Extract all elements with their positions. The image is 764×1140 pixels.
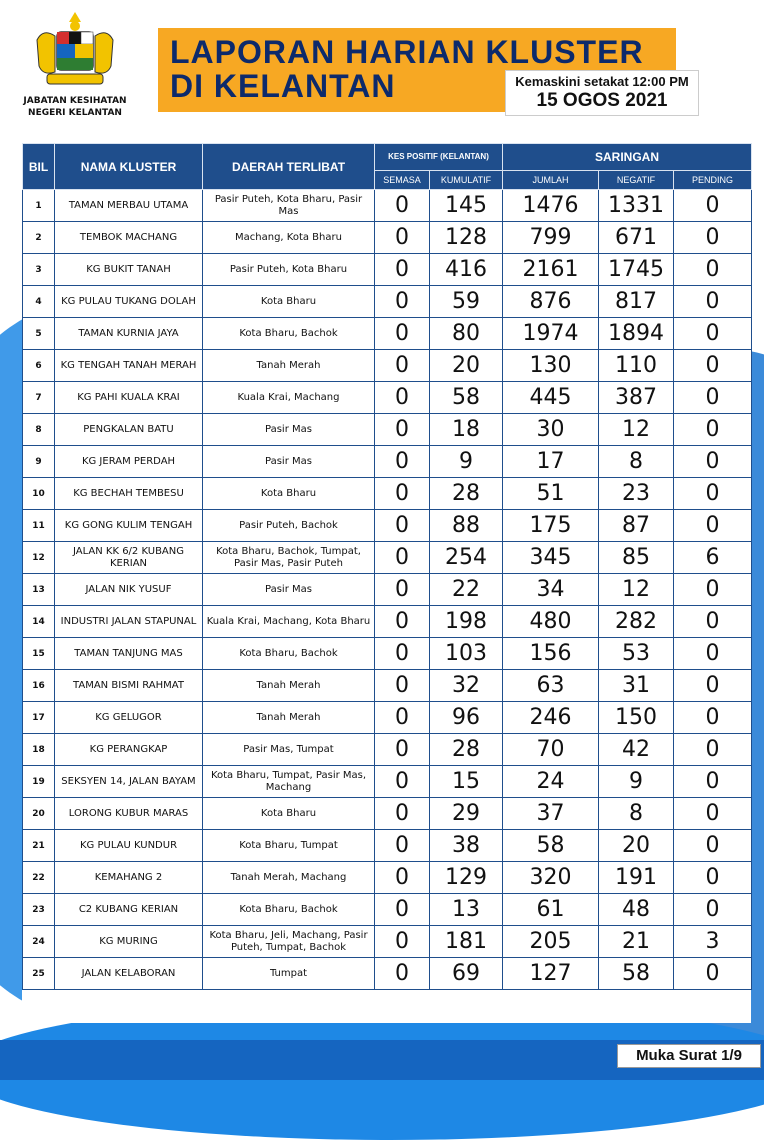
cell-daerah: Tanah Merah (203, 350, 375, 382)
cell-nama-kluster: TAMAN BISMI RAHMAT (55, 670, 203, 702)
cell-daerah: Pasir Puteh, Kota Bharu (203, 254, 375, 286)
cell-pending: 0 (674, 318, 752, 350)
cluster-table-body (23, 190, 752, 990)
cell-kumulatif: 58 (430, 382, 503, 414)
cell-bil: 24 (23, 926, 55, 958)
cell-bil: 16 (23, 670, 55, 702)
cell-kumulatif: 22 (430, 574, 503, 606)
cell-daerah: Kota Bharu, Bachok (203, 638, 375, 670)
cell-negatif: 48 (599, 894, 674, 926)
cell-nama-kluster: KG PERANGKAP (55, 734, 203, 766)
cell-pending: 3 (674, 926, 752, 958)
cell-nama-kluster: SEKSYEN 14, JALAN BAYAM (55, 766, 203, 798)
cell-pending: 0 (674, 638, 752, 670)
cell-daerah: Kota Bharu (203, 478, 375, 510)
cell-jumlah: 17 (503, 446, 599, 478)
cell-daerah: Machang, Kota Bharu (203, 222, 375, 254)
cell-bil: 13 (23, 574, 55, 606)
cell-pending: 6 (674, 542, 752, 574)
cell-negatif: 87 (599, 510, 674, 542)
cell-nama-kluster: TEMBOK MACHANG (55, 222, 203, 254)
cell-jumlah: 320 (503, 862, 599, 894)
cell-jumlah: 876 (503, 286, 599, 318)
cell-pending: 0 (674, 222, 752, 254)
cell-semasa: 0 (375, 830, 430, 862)
cell-kumulatif: 59 (430, 286, 503, 318)
cell-bil: 14 (23, 606, 55, 638)
cell-bil: 12 (23, 542, 55, 574)
update-label: Kemaskini setakat 12:00 PM (515, 74, 689, 89)
cell-bil: 22 (23, 862, 55, 894)
cell-bil: 7 (23, 382, 55, 414)
cell-semasa: 0 (375, 894, 430, 926)
cluster-table (22, 143, 752, 990)
cell-nama-kluster: JALAN KELABORAN (55, 958, 203, 990)
cell-bil: 21 (23, 830, 55, 862)
header-kumulatif: KUMULATIF (430, 171, 503, 190)
cell-semasa: 0 (375, 446, 430, 478)
cell-negatif: 1894 (599, 318, 674, 350)
cell-kumulatif: 128 (430, 222, 503, 254)
cell-semasa: 0 (375, 222, 430, 254)
cell-kumulatif: 18 (430, 414, 503, 446)
cell-jumlah: 51 (503, 478, 599, 510)
cell-pending: 0 (674, 702, 752, 734)
update-info (505, 70, 699, 116)
table-row (23, 542, 752, 574)
cell-bil: 18 (23, 734, 55, 766)
cell-nama-kluster: JALAN KK 6/2 KUBANG KERIAN (55, 542, 203, 574)
cell-jumlah: 30 (503, 414, 599, 446)
cell-jumlah: 2161 (503, 254, 599, 286)
cell-pending: 0 (674, 862, 752, 894)
cell-pending: 0 (674, 734, 752, 766)
cell-daerah: Tumpat (203, 958, 375, 990)
cell-pending: 0 (674, 190, 752, 222)
cell-nama-kluster: TAMAN TANJUNG MAS (55, 638, 203, 670)
cell-semasa: 0 (375, 926, 430, 958)
table-row (23, 286, 752, 318)
cell-pending: 0 (674, 798, 752, 830)
cell-daerah: Kota Bharu, Bachok (203, 894, 375, 926)
cell-semasa: 0 (375, 350, 430, 382)
cell-pending: 0 (674, 894, 752, 926)
cell-bil: 9 (23, 446, 55, 478)
cell-bil: 11 (23, 510, 55, 542)
cell-semasa: 0 (375, 254, 430, 286)
cell-semasa: 0 (375, 318, 430, 350)
page-number: Muka Surat 1/9 (617, 1044, 761, 1068)
department-name (10, 95, 140, 119)
cell-jumlah: 63 (503, 670, 599, 702)
table-row (23, 894, 752, 926)
cell-nama-kluster: KG BUKIT TANAH (55, 254, 203, 286)
cell-pending: 0 (674, 510, 752, 542)
cell-daerah: Pasir Mas (203, 446, 375, 478)
cell-negatif: 1331 (599, 190, 674, 222)
cell-pending: 0 (674, 574, 752, 606)
cell-pending: 0 (674, 286, 752, 318)
cell-negatif: 12 (599, 414, 674, 446)
cell-semasa: 0 (375, 382, 430, 414)
table-row (23, 574, 752, 606)
table-row (23, 862, 752, 894)
cell-nama-kluster: KG TENGAH TANAH MERAH (55, 350, 203, 382)
cell-negatif: 282 (599, 606, 674, 638)
cell-kumulatif: 69 (430, 958, 503, 990)
cell-bil: 20 (23, 798, 55, 830)
cell-pending: 0 (674, 670, 752, 702)
cell-negatif: 12 (599, 574, 674, 606)
cell-jumlah: 156 (503, 638, 599, 670)
cell-pending: 0 (674, 382, 752, 414)
cell-semasa: 0 (375, 510, 430, 542)
cell-bil: 1 (23, 190, 55, 222)
cell-jumlah: 130 (503, 350, 599, 382)
header-negatif: NEGATIF (599, 171, 674, 190)
cell-bil: 15 (23, 638, 55, 670)
cell-semasa: 0 (375, 670, 430, 702)
cell-pending: 0 (674, 958, 752, 990)
cell-negatif: 31 (599, 670, 674, 702)
cell-daerah: Kota Bharu, Tumpat (203, 830, 375, 862)
cell-semasa: 0 (375, 574, 430, 606)
cell-daerah: Pasir Mas (203, 414, 375, 446)
cell-jumlah: 175 (503, 510, 599, 542)
cell-daerah: Pasir Puteh, Bachok (203, 510, 375, 542)
cell-pending: 0 (674, 766, 752, 798)
table-row (23, 958, 752, 990)
cluster-table-container (22, 143, 751, 1023)
cell-semasa: 0 (375, 606, 430, 638)
header-bil: BIL (23, 144, 55, 190)
header-kes-positif: KES POSITIF (KELANTAN) (375, 144, 503, 171)
cell-semasa: 0 (375, 798, 430, 830)
cell-nama-kluster: JALAN NIK YUSUF (55, 574, 203, 606)
cell-kumulatif: 88 (430, 510, 503, 542)
cell-negatif: 85 (599, 542, 674, 574)
cell-daerah: Kota Bharu, Tumpat, Pasir Mas, Machang (203, 766, 375, 798)
cell-kumulatif: 20 (430, 350, 503, 382)
table-row (23, 926, 752, 958)
cell-daerah: Pasir Puteh, Kota Bharu, Pasir Mas (203, 190, 375, 222)
cell-negatif: 817 (599, 286, 674, 318)
cell-nama-kluster: KG GELUGOR (55, 702, 203, 734)
table-row (23, 638, 752, 670)
cell-semasa: 0 (375, 414, 430, 446)
table-row (23, 766, 752, 798)
cell-negatif: 191 (599, 862, 674, 894)
cell-kumulatif: 13 (430, 894, 503, 926)
cell-nama-kluster: PENGKALAN BATU (55, 414, 203, 446)
cell-jumlah: 34 (503, 574, 599, 606)
cell-kumulatif: 15 (430, 766, 503, 798)
cell-nama-kluster: KG PULAU TUKANG DOLAH (55, 286, 203, 318)
cell-kumulatif: 29 (430, 798, 503, 830)
cell-nama-kluster: KG BECHAH TEMBESU (55, 478, 203, 510)
cell-kumulatif: 254 (430, 542, 503, 574)
cell-kumulatif: 28 (430, 478, 503, 510)
cell-pending: 0 (674, 414, 752, 446)
cell-bil: 2 (23, 222, 55, 254)
table-row (23, 190, 752, 222)
cell-bil: 23 (23, 894, 55, 926)
cell-kumulatif: 32 (430, 670, 503, 702)
cell-negatif: 9 (599, 766, 674, 798)
cell-daerah: Kuala Krai, Machang, Kota Bharu (203, 606, 375, 638)
table-row (23, 606, 752, 638)
header-jumlah: JUMLAH (503, 171, 599, 190)
cell-kumulatif: 416 (430, 254, 503, 286)
table-row (23, 254, 752, 286)
cell-negatif: 1745 (599, 254, 674, 286)
coat-of-arms-icon (25, 10, 125, 95)
cell-nama-kluster: KEMAHANG 2 (55, 862, 203, 894)
cell-jumlah: 127 (503, 958, 599, 990)
cell-nama-kluster: C2 KUBANG KERIAN (55, 894, 203, 926)
cell-nama-kluster: LORONG KUBUR MARAS (55, 798, 203, 830)
cell-jumlah: 345 (503, 542, 599, 574)
cell-jumlah: 480 (503, 606, 599, 638)
cell-daerah: Kota Bharu, Jeli, Machang, Pasir Puteh, Tumpat, Bachok (203, 926, 375, 958)
cell-negatif: 20 (599, 830, 674, 862)
cell-kumulatif: 9 (430, 446, 503, 478)
cell-daerah: Tanah Merah (203, 670, 375, 702)
cell-jumlah: 1974 (503, 318, 599, 350)
cell-bil: 10 (23, 478, 55, 510)
cell-negatif: 150 (599, 702, 674, 734)
cell-negatif: 110 (599, 350, 674, 382)
cell-negatif: 8 (599, 446, 674, 478)
cell-daerah: Kota Bharu, Bachok (203, 318, 375, 350)
cell-nama-kluster: KG PAHI KUALA KRAI (55, 382, 203, 414)
cell-daerah: Kota Bharu (203, 798, 375, 830)
cell-semasa: 0 (375, 478, 430, 510)
cell-pending: 0 (674, 478, 752, 510)
table-row (23, 446, 752, 478)
header-saringan: SARINGAN (503, 144, 752, 171)
cell-negatif: 671 (599, 222, 674, 254)
table-row (23, 734, 752, 766)
cell-kumulatif: 198 (430, 606, 503, 638)
cell-bil: 8 (23, 414, 55, 446)
cell-daerah: Tanah Merah, Machang (203, 862, 375, 894)
header-nama-kluster: NAMA KLUSTER (55, 144, 203, 190)
cell-daerah: Kota Bharu, Bachok, Tumpat, Pasir Mas, Pasir Puteh (203, 542, 375, 574)
cell-bil: 3 (23, 254, 55, 286)
cell-jumlah: 1476 (503, 190, 599, 222)
cell-semasa: 0 (375, 862, 430, 894)
cell-kumulatif: 103 (430, 638, 503, 670)
cell-bil: 25 (23, 958, 55, 990)
report-title-line2: DI KELANTAN (170, 68, 396, 104)
cell-negatif: 53 (599, 638, 674, 670)
department-line2: NEGERI KELANTAN (28, 108, 122, 118)
cell-pending: 0 (674, 446, 752, 478)
cell-kumulatif: 28 (430, 734, 503, 766)
cell-nama-kluster: INDUSTRI JALAN STAPUNAL (55, 606, 203, 638)
cell-nama-kluster: TAMAN MERBAU UTAMA (55, 190, 203, 222)
cell-negatif: 387 (599, 382, 674, 414)
cell-kumulatif: 96 (430, 702, 503, 734)
table-row (23, 670, 752, 702)
cell-semasa: 0 (375, 638, 430, 670)
cell-nama-kluster: KG JERAM PERDAH (55, 446, 203, 478)
table-row (23, 318, 752, 350)
cell-jumlah: 58 (503, 830, 599, 862)
cell-negatif: 8 (599, 798, 674, 830)
cell-bil: 5 (23, 318, 55, 350)
cell-daerah: Kota Bharu (203, 286, 375, 318)
department-line1: JABATAN KESIHATAN (23, 96, 127, 106)
update-date: 15 OGOS 2021 (536, 90, 668, 111)
cell-nama-kluster: KG GONG KULIM TENGAH (55, 510, 203, 542)
cell-bil: 17 (23, 702, 55, 734)
cell-pending: 0 (674, 254, 752, 286)
cell-nama-kluster: TAMAN KURNIA JAYA (55, 318, 203, 350)
cell-daerah: Tanah Merah (203, 702, 375, 734)
cell-kumulatif: 129 (430, 862, 503, 894)
cell-bil: 6 (23, 350, 55, 382)
cell-kumulatif: 38 (430, 830, 503, 862)
cell-jumlah: 799 (503, 222, 599, 254)
cell-jumlah: 70 (503, 734, 599, 766)
table-row (23, 382, 752, 414)
cell-jumlah: 445 (503, 382, 599, 414)
cell-daerah: Kuala Krai, Machang (203, 382, 375, 414)
cell-jumlah: 24 (503, 766, 599, 798)
cell-semasa: 0 (375, 542, 430, 574)
cell-semasa: 0 (375, 766, 430, 798)
cell-pending: 0 (674, 606, 752, 638)
cell-bil: 19 (23, 766, 55, 798)
table-row (23, 478, 752, 510)
cell-negatif: 21 (599, 926, 674, 958)
cell-bil: 4 (23, 286, 55, 318)
cell-pending: 0 (674, 350, 752, 382)
cell-semasa: 0 (375, 286, 430, 318)
cell-daerah: Pasir Mas, Tumpat (203, 734, 375, 766)
cell-jumlah: 246 (503, 702, 599, 734)
cell-kumulatif: 145 (430, 190, 503, 222)
cell-semasa: 0 (375, 190, 430, 222)
cell-jumlah: 205 (503, 926, 599, 958)
table-row (23, 350, 752, 382)
report-title-line1: LAPORAN HARIAN KLUSTER (170, 34, 644, 70)
cell-pending: 0 (674, 830, 752, 862)
table-row (23, 222, 752, 254)
cell-negatif: 23 (599, 478, 674, 510)
table-row (23, 510, 752, 542)
cell-semasa: 0 (375, 734, 430, 766)
table-row (23, 830, 752, 862)
cell-kumulatif: 80 (430, 318, 503, 350)
cell-semasa: 0 (375, 702, 430, 734)
cell-kumulatif: 181 (430, 926, 503, 958)
table-row (23, 702, 752, 734)
cell-nama-kluster: KG MURING (55, 926, 203, 958)
cell-semasa: 0 (375, 958, 430, 990)
header-semasa: SEMASA (375, 171, 430, 190)
table-row (23, 798, 752, 830)
header-pending: PENDING (674, 171, 752, 190)
cell-negatif: 58 (599, 958, 674, 990)
header-daerah-terlibat: DAERAH TERLIBAT (203, 144, 375, 190)
cell-jumlah: 61 (503, 894, 599, 926)
cell-nama-kluster: KG PULAU KUNDUR (55, 830, 203, 862)
cell-negatif: 42 (599, 734, 674, 766)
cell-jumlah: 37 (503, 798, 599, 830)
table-row (23, 414, 752, 446)
cell-daerah: Pasir Mas (203, 574, 375, 606)
